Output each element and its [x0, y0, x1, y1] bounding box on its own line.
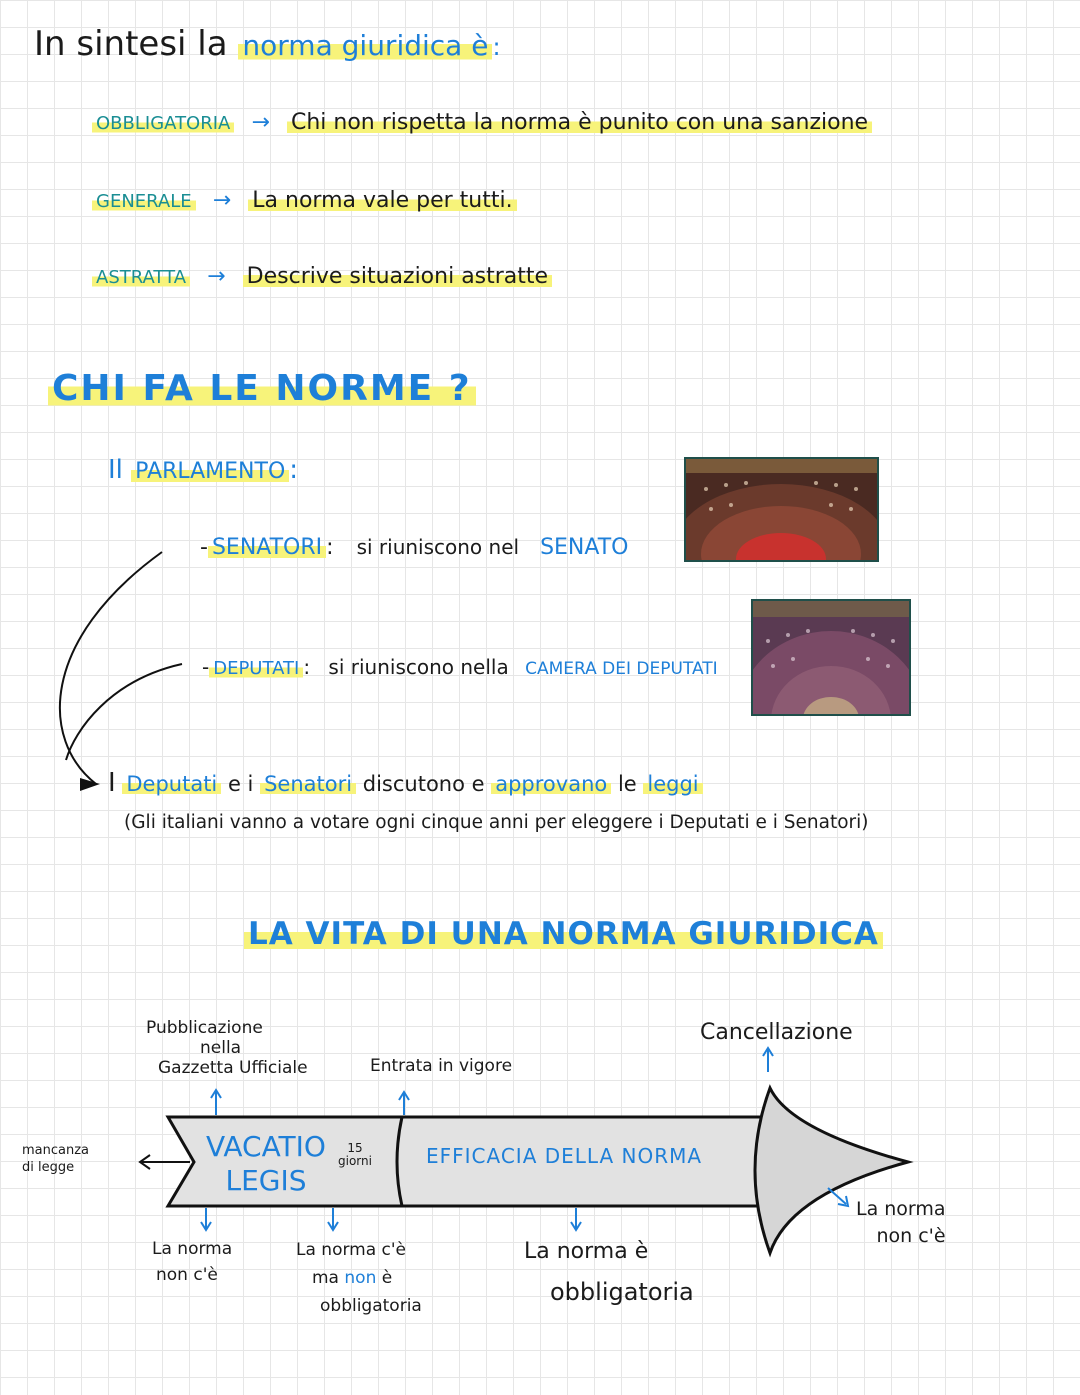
- colon: :: [303, 655, 311, 679]
- days-label: [338, 1142, 372, 1168]
- cancellation-label: Cancellazione: [700, 1020, 853, 1045]
- arrow-icon: →: [207, 264, 226, 289]
- conclusion-part: I: [108, 768, 116, 798]
- property-description: Chi non rispetta la norma è punito con una sanzione: [287, 110, 872, 135]
- conclusion-part: e i: [227, 772, 254, 796]
- days-unit: giorni: [338, 1154, 372, 1168]
- life-heading: LA VITA DI UNA NORMA GIURIDICA: [244, 916, 883, 952]
- publication-line: Gazzetta Ufficiale: [158, 1058, 308, 1078]
- election-note: (Gli italiani vanno a votare ogni cinque anni per eleggere i Deputati e i Senatori): [124, 812, 869, 833]
- dash: -: [200, 535, 208, 560]
- senators-place: SENATO: [540, 535, 629, 560]
- parliament-colon: :: [289, 455, 299, 485]
- below-label-1: [152, 1236, 232, 1288]
- below-line: non c'è: [156, 1265, 218, 1285]
- conclusion-leggi: leggi: [643, 772, 702, 796]
- parliament-label: Il: [108, 455, 123, 485]
- below-line: La norma è: [524, 1239, 649, 1264]
- colon: :: [326, 535, 334, 560]
- deputies-text: si riuniscono nella: [328, 655, 509, 679]
- dash: -: [202, 655, 210, 679]
- conclusion-senatori: Senatori: [260, 772, 356, 796]
- property-term: GENERALE: [92, 191, 196, 212]
- below-label-3: [524, 1232, 694, 1312]
- below-word: è: [381, 1268, 393, 1288]
- vacatio-label: [206, 1130, 326, 1198]
- conclusion-approvano: approvano: [491, 772, 611, 796]
- property-term: OBBLIGATORIA: [92, 113, 234, 134]
- below-word-non: non: [344, 1268, 377, 1288]
- below-line: [312, 1264, 422, 1292]
- below-line: obbligatoria: [320, 1296, 422, 1316]
- days-number: 15: [347, 1141, 363, 1155]
- below-line: obbligatoria: [550, 1278, 694, 1306]
- property-description: La norma vale per tutti.: [248, 188, 516, 213]
- senators-text: si riuniscono nel: [356, 535, 520, 559]
- below-line: La norma c'è: [296, 1240, 407, 1260]
- after-end-label: [856, 1196, 946, 1250]
- who-heading: CHI FA LE NORME ?: [48, 368, 476, 409]
- below-word: ma: [312, 1268, 339, 1288]
- vacatio-line: LEGIS: [225, 1164, 307, 1197]
- no-law-line: mancanza: [22, 1143, 90, 1158]
- intro-prefix: In sintesi la: [34, 24, 228, 64]
- property-term: ASTRATTA: [92, 267, 190, 288]
- senators-term: SENATORI: [208, 535, 326, 560]
- conclusion-part: le: [617, 772, 637, 796]
- publication-line: nella: [200, 1038, 242, 1058]
- intro-highlight: norma giuridica è: [238, 29, 492, 62]
- parliament-word: PARLAMENTO: [131, 459, 289, 484]
- after-line: non c'è: [876, 1225, 946, 1247]
- deputies-term: DEPUTATI: [209, 658, 303, 679]
- efficacy-label: EFFICACIA DELLA NORMA: [426, 1144, 703, 1168]
- arrow-icon: →: [251, 110, 270, 135]
- below-line: La norma: [152, 1239, 233, 1259]
- conclusion-deputati: Deputati: [122, 772, 221, 796]
- after-line: La norma: [856, 1198, 946, 1220]
- deputies-place: CAMERA DEI DEPUTATI: [525, 659, 718, 679]
- property-description: Descrive situazioni astratte: [243, 264, 552, 289]
- entry-label: Entrata in vigore: [370, 1056, 513, 1076]
- vacatio-line: VACATIO: [206, 1130, 326, 1163]
- intro-colon: :: [492, 33, 501, 61]
- below-label-2: [296, 1236, 422, 1320]
- arrow-icon: →: [212, 188, 232, 213]
- no-law-line: di legge: [22, 1160, 75, 1175]
- publication-line: Pubblicazione: [146, 1018, 263, 1038]
- conclusion-part: discutono e: [362, 772, 485, 796]
